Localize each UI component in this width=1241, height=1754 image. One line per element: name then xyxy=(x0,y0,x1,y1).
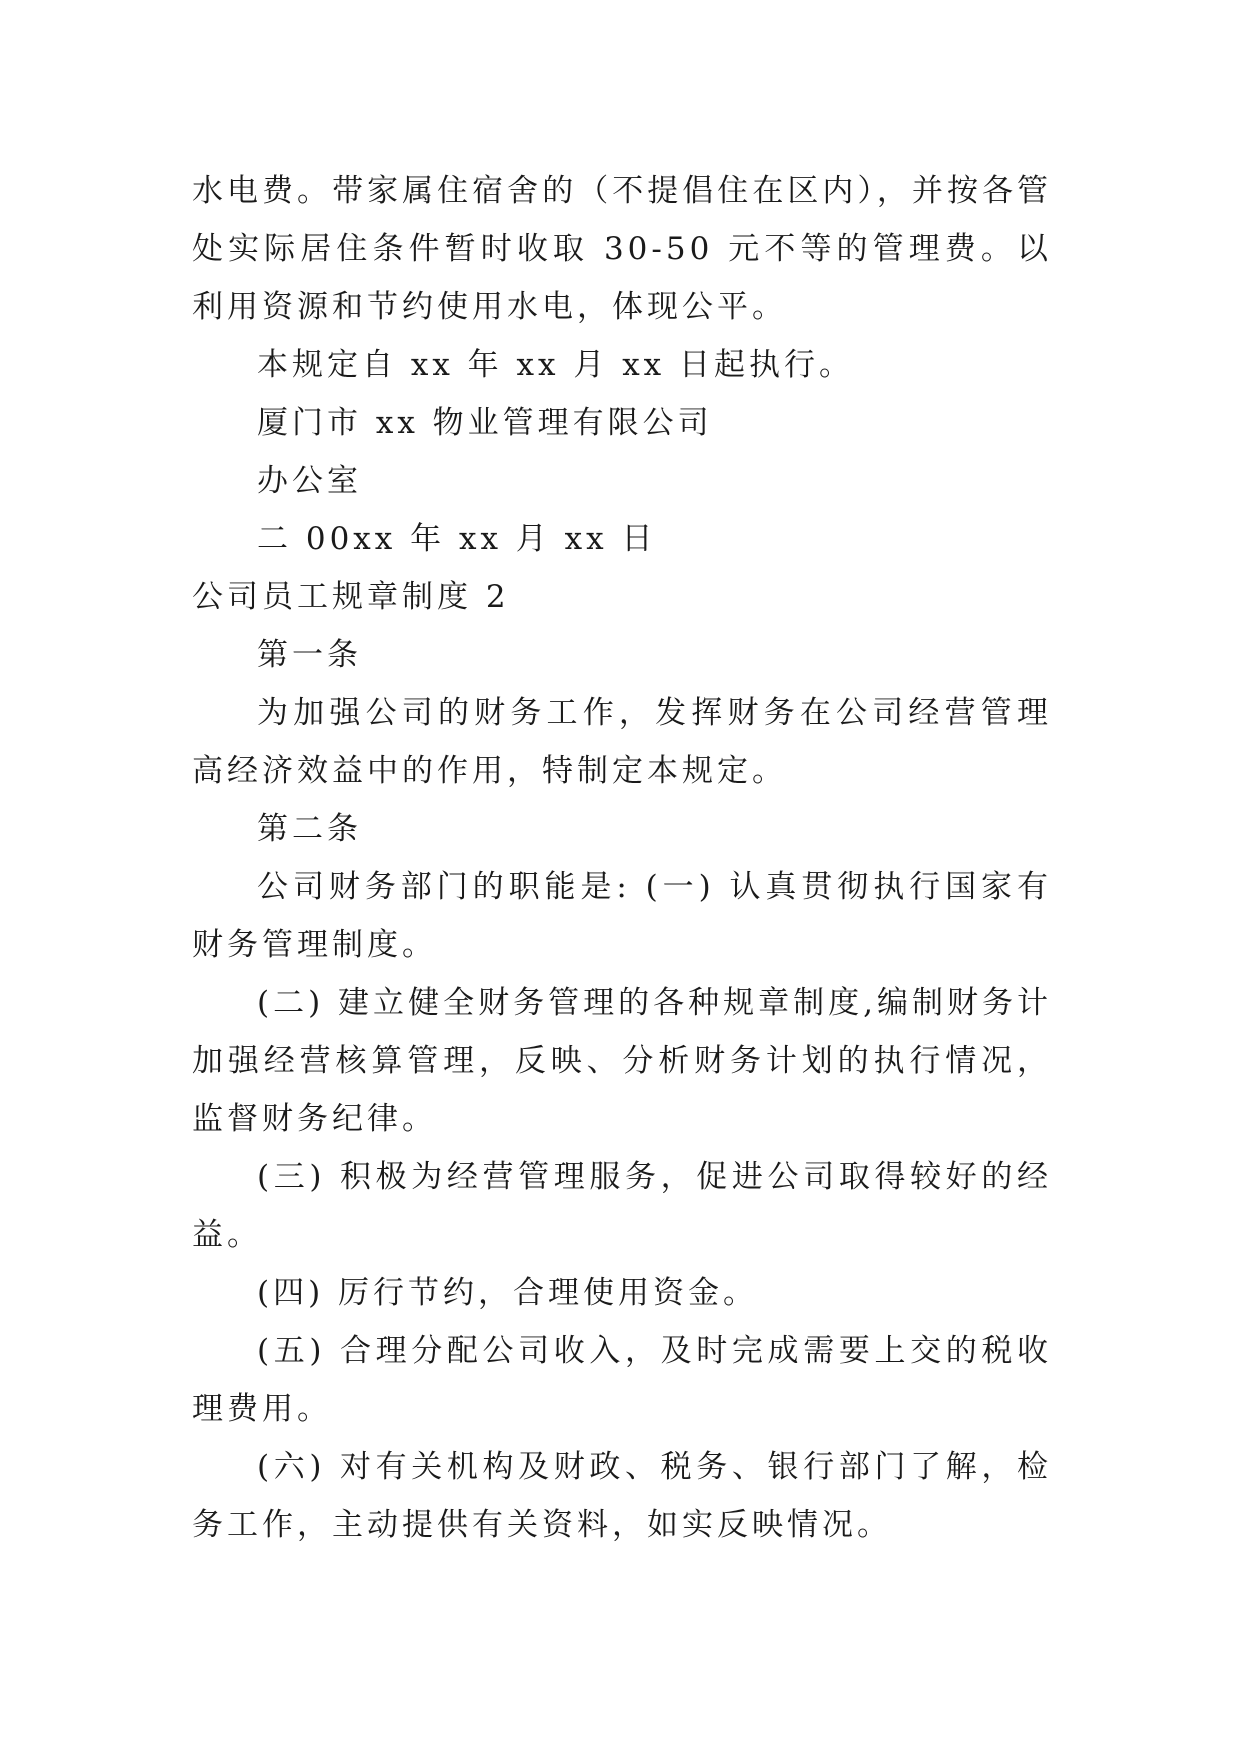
office-name: 办公室 xyxy=(257,463,362,499)
body-line: (五) 合理分配公司收入，及时完成需要上交的税收 xyxy=(257,1333,1052,1369)
body-line: 公司财务部门的职能是: (一) 认真贯彻执行国家有 xyxy=(257,869,1052,905)
body-line: 加强经营核算管理，反映、分析财务计划的执行情况， xyxy=(192,1043,1052,1079)
body-line: 监督财务纪律。 xyxy=(192,1101,437,1137)
body-line: 利用资源和节约使用水电，体现公平。 xyxy=(192,289,787,325)
document-body xyxy=(192,162,1052,1554)
article-heading: 第二条 xyxy=(257,811,362,847)
body-line: 为加强公司的财务工作，发挥财务在公司经营管理 xyxy=(257,695,1052,731)
body-line: 理费用。 xyxy=(192,1391,332,1427)
body-line: 务工作，主动提供有关资料，如实反映情况。 xyxy=(192,1507,892,1543)
body-line: 处实际居住条件暂时收取 30-50 元不等的管理费。以 xyxy=(192,231,1052,267)
body-line: (二) 建立健全财务管理的各种规章制度,编制财务计 xyxy=(257,985,1052,1021)
body-line: 益。 xyxy=(192,1217,262,1253)
section-title: 公司员工规章制度 2 xyxy=(192,579,510,615)
body-line: (四) 厉行节约，合理使用资金。 xyxy=(257,1275,759,1311)
body-line: 水电费。带家属住宿舍的（不提倡住在区内），并按各管 xyxy=(192,173,1052,209)
company-name: 厦门市 xx 物业管理有限公司 xyxy=(257,405,713,441)
article-heading: 第一条 xyxy=(257,637,362,673)
effective-date-line: 本规定自 xx 年 xx 月 xx 日起执行。 xyxy=(257,347,855,383)
body-line: (六) 对有关机构及财政、税务、银行部门了解，检 xyxy=(257,1449,1052,1485)
signature-date: 二 00xx 年 xx 月 xx 日 xyxy=(257,521,657,557)
body-line: 财务管理制度。 xyxy=(192,927,437,963)
body-line: 高经济效益中的作用，特制定本规定。 xyxy=(192,753,787,789)
body-line: (三) 积极为经营管理服务，促进公司取得较好的经 xyxy=(257,1159,1052,1195)
